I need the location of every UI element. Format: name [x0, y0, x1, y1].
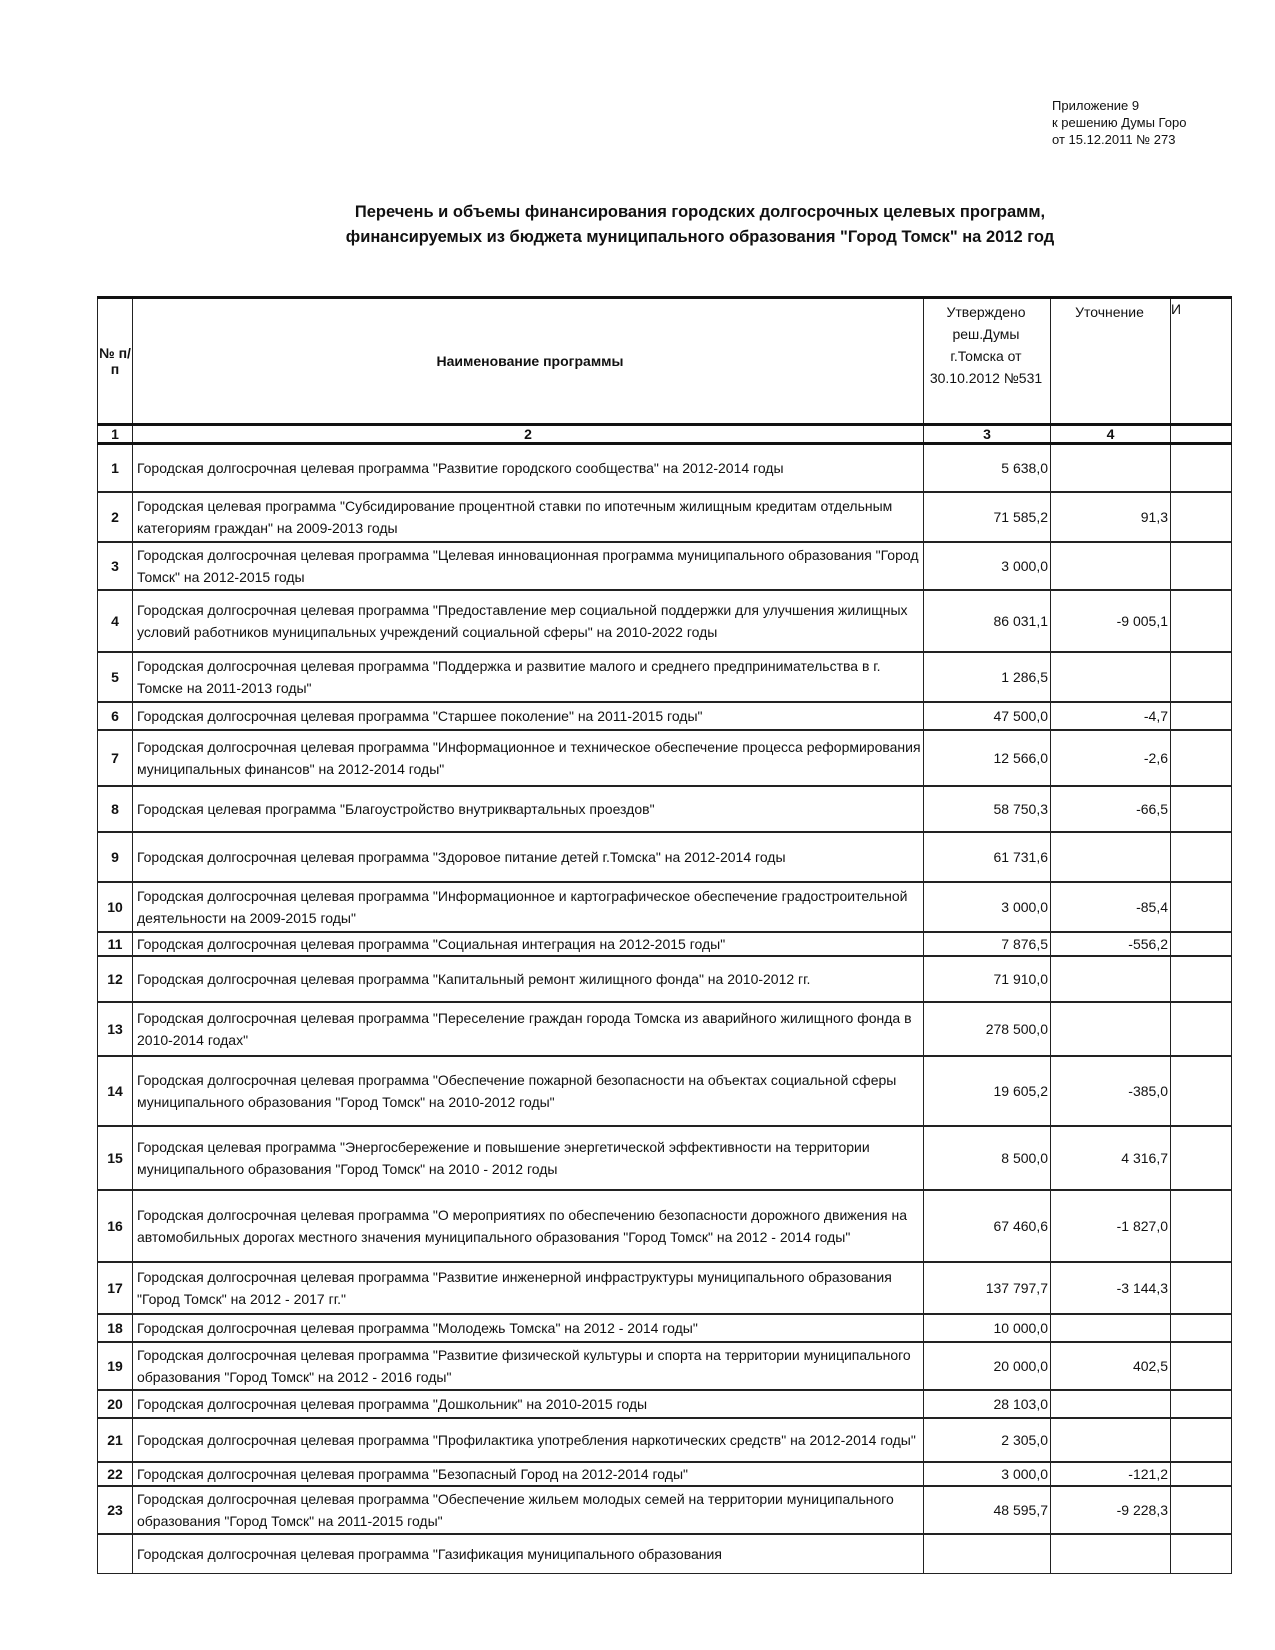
table-row	[98, 702, 1232, 730]
clarification-amount: 402,5	[1051, 1342, 1171, 1390]
program-name: Городская долгосрочная целевая программа "Дошкольник" на 2010-2015 годы	[133, 1390, 924, 1418]
next-column-cell	[1171, 1342, 1232, 1390]
program-name: Городская долгосрочная целевая программа "Капитальный ремонт жилищного фонда" на 2010-2012 гг.	[133, 956, 924, 1002]
row-number: 15	[98, 1126, 133, 1190]
colnum-2: 2	[133, 425, 924, 444]
table-row	[98, 1418, 1232, 1462]
next-column-cell	[1171, 542, 1232, 590]
next-column-cell	[1171, 786, 1232, 832]
clarification-amount: -385,0	[1051, 1056, 1171, 1126]
clarification-amount: 91,3	[1051, 492, 1171, 542]
row-number: 6	[98, 702, 133, 730]
approved-amount: 12 566,0	[924, 730, 1051, 786]
table-row	[98, 1390, 1232, 1418]
row-number: 9	[98, 832, 133, 882]
approved-amount: 7 876,5	[924, 932, 1051, 956]
next-column-cell	[1171, 444, 1232, 492]
program-name: Городская долгосрочная целевая программа "Переселение граждан города Томска из аварийного жилищного фонда в 2010-2014 годах"	[133, 1002, 924, 1056]
approved-amount: 5 638,0	[924, 444, 1051, 492]
approved-amount: 86 031,1	[924, 590, 1051, 652]
next-column-cell	[1171, 832, 1232, 882]
next-column-cell	[1171, 702, 1232, 730]
clarification-amount	[1051, 1418, 1171, 1462]
table-row	[98, 1056, 1232, 1126]
row-number: 13	[98, 1002, 133, 1056]
clarification-amount: -2,6	[1051, 730, 1171, 786]
approved-amount: 278 500,0	[924, 1002, 1051, 1056]
row-number: 21	[98, 1418, 133, 1462]
program-name: Городская долгосрочная целевая программа "Развитие инженерной инфраструктуры муниципального образования "Город Томск" на 2012 - 2017 гг."	[133, 1262, 924, 1314]
approved-amount: 28 103,0	[924, 1390, 1051, 1418]
next-column-cell	[1171, 1390, 1232, 1418]
program-name: Городская долгосрочная целевая программа "Развитие физической культуры и спорта на территории муниципального образования "Город Томск" на 2012 - 2016 годы"	[133, 1342, 924, 1390]
next-column-cell	[1171, 1418, 1232, 1462]
program-name: Городская долгосрочная целевая программа "Предоставление мер социальной поддержки для улучшения жилищных условий работников муниципальных учреждений социальной сферы" на 2010-2022 годы	[133, 590, 924, 652]
clarification-amount: -121,2	[1051, 1462, 1171, 1486]
table-row	[98, 1534, 1232, 1574]
table-row	[98, 1342, 1232, 1390]
table-row	[98, 1262, 1232, 1314]
next-column-cell	[1171, 1190, 1232, 1262]
approved-amount: 8 500,0	[924, 1126, 1051, 1190]
row-number: 2	[98, 492, 133, 542]
colnum-1: 1	[98, 425, 133, 444]
column-number-row	[98, 425, 1232, 444]
approved-amount: 10 000,0	[924, 1314, 1051, 1342]
table-row	[98, 1190, 1232, 1262]
program-name: Городская долгосрочная целевая программа "Целевая инновационная программа муниципального образования "Город Томск" на 2012-2015 годы	[133, 542, 924, 590]
next-column-cell	[1171, 1314, 1232, 1342]
table-body	[98, 444, 1232, 1574]
approved-amount: 58 750,3	[924, 786, 1051, 832]
clarification-amount: -66,5	[1051, 786, 1171, 832]
program-name: Городская долгосрочная целевая программа "Здоровое питание детей г.Томска" на 2012-2014 годы	[133, 832, 924, 882]
row-number: 18	[98, 1314, 133, 1342]
appendix-line-1: Приложение 9	[1052, 98, 1140, 113]
program-name: Городская долгосрочная целевая программа "Старшее поколение" на 2011-2015 годы"	[133, 702, 924, 730]
next-column-cell	[1171, 1486, 1232, 1534]
clarification-amount	[1051, 832, 1171, 882]
header-approved: Утверждено реш.Думы г.Томска от 30.10.2012 №531	[924, 298, 1051, 425]
approved-amount: 61 731,6	[924, 832, 1051, 882]
header-clarification: Уточнение	[1051, 298, 1171, 425]
table-row	[98, 1314, 1232, 1342]
program-name: Городская долгосрочная целевая программа "Обеспечение пожарной безопасности на объектах социальной сферы муниципального образования "Город Томск" на 2010-2012 годы"	[133, 1056, 924, 1126]
clarification-amount: 4 316,7	[1051, 1126, 1171, 1190]
row-number: 14	[98, 1056, 133, 1126]
clarification-amount	[1051, 1390, 1171, 1418]
row-number: 4	[98, 590, 133, 652]
clarification-amount	[1051, 444, 1171, 492]
clarification-amount: -85,4	[1051, 882, 1171, 932]
next-column-cell	[1171, 1126, 1232, 1190]
next-column-cell	[1171, 932, 1232, 956]
program-name: Городская долгосрочная целевая программа "Социальная интеграция на 2012-2015 годы"	[133, 932, 924, 956]
program-name: Городская долгосрочная целевая программа "Газификация муниципального образования	[133, 1534, 924, 1574]
clarification-amount	[1051, 652, 1171, 702]
clarification-amount	[1051, 956, 1171, 1002]
table-row	[98, 492, 1232, 542]
program-name: Городская долгосрочная целевая программа "О мероприятиях по обеспечению безопасности дорожного движения на автомобильных дорогах местного значения муниципального образования "Город Томск" на 2012 - 2014 годы"	[133, 1190, 924, 1262]
table-row	[98, 1126, 1232, 1190]
next-column-cell	[1171, 492, 1232, 542]
next-column-cell	[1171, 652, 1232, 702]
table-row	[98, 590, 1232, 652]
row-number: 7	[98, 730, 133, 786]
row-number: 11	[98, 932, 133, 956]
row-number: 19	[98, 1342, 133, 1390]
table-row	[98, 542, 1232, 590]
clarification-amount: -9 228,3	[1051, 1486, 1171, 1534]
row-number: 22	[98, 1462, 133, 1486]
clarification-amount	[1051, 1314, 1171, 1342]
title-line-2: финансируемых из бюджета муниципального образования "Город Томск" на 2012 год	[345, 228, 1055, 246]
program-name: Городская целевая программа "Благоустройство внутриквартальных проездов"	[133, 786, 924, 832]
programs-table	[97, 296, 1232, 1574]
program-name: Городская долгосрочная целевая программа "Информационное и картографическое обеспечение градостроительной деятельности на 2009-2015 годы"	[133, 882, 924, 932]
row-number: 16	[98, 1190, 133, 1262]
approved-amount: 71 585,2	[924, 492, 1051, 542]
next-column-cell	[1171, 1262, 1232, 1314]
colnum-4: 4	[1051, 425, 1171, 444]
table-row	[98, 832, 1232, 882]
clarification-amount: -9 005,1	[1051, 590, 1171, 652]
appendix-line-3: от 15.12.2011 № 273	[1052, 132, 1176, 147]
clarification-amount	[1051, 1534, 1171, 1574]
table-header-row	[98, 298, 1232, 425]
table-row	[98, 1002, 1232, 1056]
next-column-cell	[1171, 1534, 1232, 1574]
document-title	[200, 200, 1200, 250]
program-name: Городская долгосрочная целевая программа "Обеспечение жильем молодых семей на территории муниципального образования "Город Томск" на 2011-2015 годы"	[133, 1486, 924, 1534]
approved-amount: 3 000,0	[924, 542, 1051, 590]
table-row	[98, 1486, 1232, 1534]
next-column-cell	[1171, 882, 1232, 932]
next-column-cell	[1171, 730, 1232, 786]
header-name: Наименование программы	[133, 298, 924, 425]
clarification-amount	[1051, 1002, 1171, 1056]
colnum-3: 3	[924, 425, 1051, 444]
row-number: 12	[98, 956, 133, 1002]
approved-amount: 19 605,2	[924, 1056, 1051, 1126]
approved-amount: 2 305,0	[924, 1418, 1051, 1462]
next-column-cell	[1171, 1462, 1232, 1486]
row-number: 3	[98, 542, 133, 590]
row-number: 23	[98, 1486, 133, 1534]
title-line-1: Перечень и объемы финансирования городских долгосрочных целевых программ,	[354, 203, 1046, 221]
row-number: 17	[98, 1262, 133, 1314]
approved-amount: 3 000,0	[924, 882, 1051, 932]
table-row	[98, 444, 1232, 492]
row-number: 10	[98, 882, 133, 932]
approved-amount: 137 797,7	[924, 1262, 1051, 1314]
table-row	[98, 956, 1232, 1002]
clarification-amount: -1 827,0	[1051, 1190, 1171, 1262]
table-row	[98, 652, 1232, 702]
program-name: Городская целевая программа "Энергосбережение и повышение энергетической эффективности на территории муниципального образования "Город Томск" на 2010 - 2012 годы	[133, 1126, 924, 1190]
table-row	[98, 730, 1232, 786]
program-name: Городская долгосрочная целевая программа "Профилактика употребления наркотических средств" на 2012-2014 годы"	[133, 1418, 924, 1462]
row-number: 8	[98, 786, 133, 832]
program-name: Городская долгосрочная целевая программа "Развитие городского сообщества" на 2012-2014 годы	[133, 444, 924, 492]
clarification-amount: -4,7	[1051, 702, 1171, 730]
row-number: 1	[98, 444, 133, 492]
table-row	[98, 882, 1232, 932]
colnum-5	[1171, 425, 1232, 444]
table-row	[98, 1462, 1232, 1486]
clarification-amount: -3 144,3	[1051, 1262, 1171, 1314]
approved-amount: 3 000,0	[924, 1462, 1051, 1486]
approved-amount: 47 500,0	[924, 702, 1051, 730]
next-column-cell	[1171, 590, 1232, 652]
program-name: Городская долгосрочная целевая программа "Информационное и техническое обеспечение процесса реформирования муниципальных финансов" на 2012-2014 годы"	[133, 730, 924, 786]
clarification-amount	[1051, 542, 1171, 590]
next-column-cell	[1171, 1002, 1232, 1056]
row-number: 5	[98, 652, 133, 702]
appendix-note	[1052, 97, 1186, 148]
header-num: № п/п	[98, 298, 133, 425]
program-name: Городская целевая программа "Субсидирование процентной ставки по ипотечным жилищным кредитам отдельным категориям граждан" на 2009-2013 годы	[133, 492, 924, 542]
approved-amount: 48 595,7	[924, 1486, 1051, 1534]
program-name: Городская долгосрочная целевая программа "Безопасный Город на 2012-2014 годы"	[133, 1462, 924, 1486]
header-next: И	[1171, 298, 1232, 425]
table-row	[98, 786, 1232, 832]
approved-amount: 1 286,5	[924, 652, 1051, 702]
clarification-amount: -556,2	[1051, 932, 1171, 956]
approved-amount: 20 000,0	[924, 1342, 1051, 1390]
approved-amount: 71 910,0	[924, 956, 1051, 1002]
program-name: Городская долгосрочная целевая программа "Поддержка и развитие малого и среднего предпринимательства в г. Томске на 2011-2013 годы"	[133, 652, 924, 702]
program-name: Городская долгосрочная целевая программа "Молодежь Томска" на 2012 - 2014 годы"	[133, 1314, 924, 1342]
approved-amount	[924, 1534, 1051, 1574]
table-row	[98, 932, 1232, 956]
row-number	[98, 1534, 133, 1574]
row-number: 20	[98, 1390, 133, 1418]
next-column-cell	[1171, 1056, 1232, 1126]
next-column-cell	[1171, 956, 1232, 1002]
approved-amount: 67 460,6	[924, 1190, 1051, 1262]
appendix-line-2: к решению Думы Горо	[1052, 115, 1187, 130]
